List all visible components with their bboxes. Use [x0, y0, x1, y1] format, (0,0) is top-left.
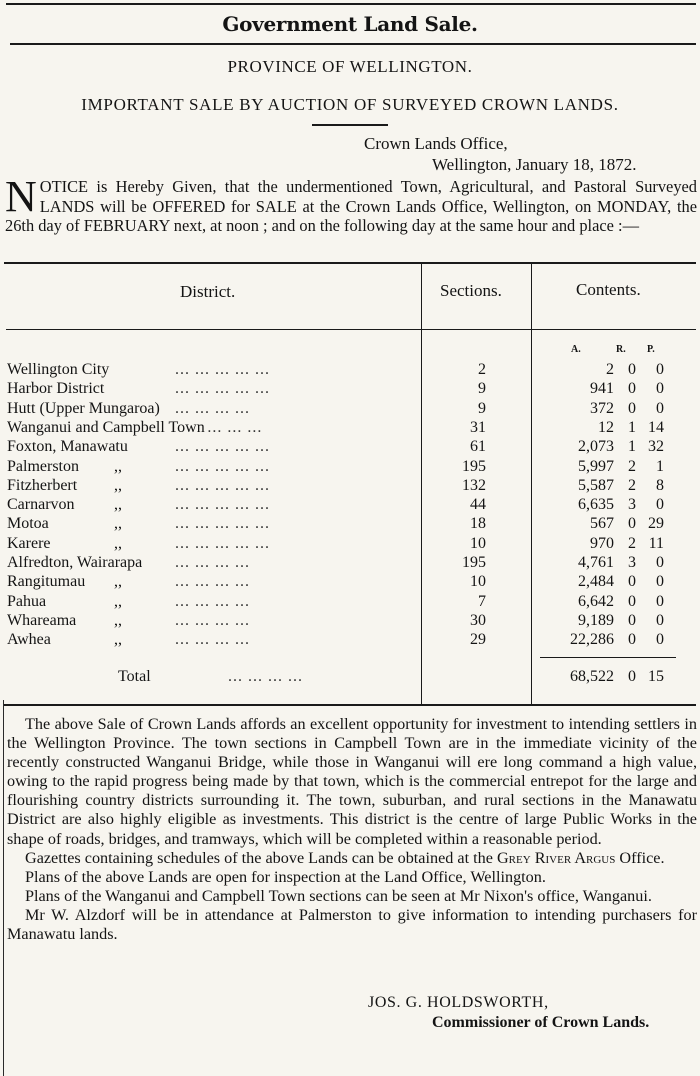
row-perches: 0	[656, 496, 664, 514]
row-sections: 31	[470, 418, 486, 436]
row-acres: 9,189	[578, 611, 614, 629]
row-leader-dots: ... ... ... ... ...	[175, 496, 270, 514]
newspaper-name: Grey River Argus	[496, 848, 616, 867]
row-acres: 941	[590, 380, 614, 398]
unit-roods: R.	[616, 344, 626, 355]
row-perches: 1	[656, 457, 664, 475]
row-district: Pahua	[7, 592, 47, 610]
province-heading: PROVINCE OF WELLINGTON.	[227, 57, 473, 76]
row-district: Foxton, Manawatu	[7, 438, 128, 456]
table-row	[0, 553, 700, 572]
header-contents: Contents.	[576, 280, 641, 299]
row-acres: 2,484	[578, 573, 614, 591]
row-leader-dots: ... ... ... ... ...	[175, 361, 270, 378]
row-perches: 0	[656, 399, 664, 417]
total-perches: 15	[648, 668, 664, 685]
table-row	[0, 476, 700, 495]
notice-dropcap: N	[5, 172, 37, 221]
row-perches: 14	[648, 418, 664, 436]
header-sections: Sections.	[440, 281, 502, 300]
signatory-title: Commissioner of Crown Lands.	[432, 1014, 650, 1031]
row-ditto-mark: ,,	[114, 631, 122, 649]
row-acres: 567	[590, 515, 614, 533]
row-district: Wanganui and Campbell Town	[7, 418, 205, 436]
office-date: Wellington, January 18, 1872.	[432, 155, 637, 174]
row-roods: 0	[628, 361, 636, 378]
sale-subtitle: IMPORTANT SALE BY AUCTION OF SURVEYED CROWN LANDS.	[81, 95, 619, 114]
table-row	[0, 611, 700, 630]
row-acres: 5,997	[578, 457, 614, 475]
table-row	[0, 457, 700, 476]
row-leader-dots: ... ... ... ...	[175, 592, 250, 610]
row-acres: 6,635	[578, 496, 614, 514]
total-dots: ... ... ... ...	[228, 668, 303, 685]
row-acres: 970	[590, 534, 614, 552]
row-roods: 2	[628, 457, 636, 475]
row-leader-dots: ... ... ... ... ...	[175, 380, 270, 398]
row-roods: 0	[628, 573, 636, 591]
row-leader-dots: ... ... ... ...	[175, 631, 250, 649]
notice-text: OTICE is Hereby Given, that the undermentioned Town, Agricultural, and Pastoral Surveyed LANDS will be OFFERED for SALE at the Crown Lands Office, Wellington, on MONDAY, the 26th day of FEBRUARY next, at noon ; and on the following day at the same hour and place :—	[5, 177, 697, 235]
title-rule	[10, 43, 696, 45]
table-row	[0, 572, 700, 591]
row-acres: 22,286	[570, 631, 614, 649]
row-ditto-mark: ,,	[114, 496, 122, 514]
row-acres: 4,761	[578, 554, 614, 571]
row-ditto-mark: ,,	[114, 457, 122, 475]
office-name: Crown Lands Office,	[364, 134, 508, 153]
signatory-name: JOS. G. HOLDSWORTH,	[368, 994, 549, 1011]
row-perches: 0	[656, 592, 664, 610]
row-roods: 0	[628, 399, 636, 417]
left-column-border	[3, 700, 4, 1076]
table-row	[0, 630, 700, 649]
row-sections: 10	[470, 573, 486, 591]
row-perches: 0	[656, 611, 664, 629]
plans-wanganui-paragraph: Plans of the Wanganui and Campbell Town sections can be seen at Mr Nixon's office, Wanganui.	[25, 886, 652, 905]
plans-wellington-paragraph: Plans of the above Lands are open for inspection at the Land Office, Wellington.	[25, 867, 546, 886]
row-acres: 12	[598, 418, 614, 436]
table-row	[0, 495, 700, 514]
row-roods: 0	[628, 515, 636, 533]
gazettes-paragraph	[7, 849, 697, 868]
row-ditto-mark: ,,	[114, 515, 122, 533]
table-row	[0, 534, 700, 553]
row-perches: 0	[656, 380, 664, 398]
row-district: Palmerston	[7, 457, 79, 475]
row-roods: 0	[628, 631, 636, 649]
gazettes-office: Office.	[619, 848, 665, 867]
row-sections: 29	[470, 631, 486, 649]
row-sections: 9	[478, 380, 486, 398]
row-ditto-mark: ,,	[114, 476, 122, 494]
row-perches: 11	[648, 534, 664, 552]
total-roods: 0	[628, 668, 636, 685]
table-row	[0, 399, 700, 418]
gazettes-text: Gazettes containing schedules of the above Lands can be obtained at the	[25, 848, 493, 867]
row-sections: 18	[470, 515, 486, 533]
investment-paragraph: The above Sale of Crown Lands affords an excellent opportunity for investment to intending settlers in the Wellington Province. The town sections in Campbell Town are in the immediate vicinity of the recently constructed Wanganui Bridge, while those in Wanganui will ere long command a high value, owing to the rapid progress being made by that town, which is the commercial entrepot for the large and flourishing country districts surrounding it. The town, suburban, and rural sections in the Manawatu District are also highly eligible as investments. This district is the centre of large Public Works in the shape of roads, bridges, and tramways, which will be completed within a reasonable period.	[7, 715, 697, 848]
row-district: Rangitumau	[7, 573, 86, 591]
row-roods: 1	[628, 418, 636, 436]
row-district: Hutt (Upper Mungaroa)	[7, 399, 160, 417]
row-leader-dots: ... ... ... ... ...	[175, 515, 270, 533]
row-acres: 372	[590, 399, 614, 417]
top-rule	[6, 3, 696, 5]
row-roods: 0	[628, 380, 636, 398]
row-perches: 0	[656, 554, 664, 571]
row-ditto-mark: ,,	[114, 611, 122, 629]
row-district: Motoa	[7, 515, 49, 533]
row-acres: 5,587	[578, 476, 614, 494]
row-sections: 2	[478, 361, 486, 378]
row-district: Awhea	[7, 631, 51, 649]
row-sections: 61	[470, 438, 486, 456]
table-row	[0, 514, 700, 533]
row-roods: 1	[628, 438, 636, 456]
row-district: Whareama	[7, 611, 77, 629]
row-perches: 29	[648, 515, 664, 533]
row-leader-dots: ... ... ... ... ...	[175, 438, 270, 456]
row-sections: 195	[462, 457, 486, 475]
row-perches: 0	[656, 361, 664, 378]
row-district: Carnarvon	[7, 496, 75, 514]
total-rule	[540, 657, 676, 658]
row-roods: 0	[628, 611, 636, 629]
table-row	[0, 437, 700, 456]
table-top-rule	[4, 262, 696, 264]
table-row	[0, 418, 700, 437]
table-header-rule	[6, 329, 696, 330]
row-roods: 2	[628, 534, 636, 552]
subtitle-short-rule	[312, 124, 388, 126]
total-acres: 68,522	[570, 668, 614, 685]
row-sections: 10	[470, 534, 486, 552]
row-sections: 132	[462, 476, 486, 494]
palmerston-paragraph: Mr W. Alzdorf will be in attendance at Palmerston to give information to intending purchasers for Manawatu lands.	[7, 905, 697, 944]
row-acres: 2	[606, 361, 614, 378]
row-acres: 2,073	[578, 438, 614, 456]
row-roods: 3	[628, 554, 636, 571]
row-ditto-mark: ,,	[114, 534, 122, 552]
row-leader-dots: ... ... ... ...	[175, 399, 250, 417]
row-sections: 195	[462, 554, 486, 571]
row-leader-dots: ... ... ...	[207, 418, 263, 436]
total-row	[0, 667, 700, 686]
row-district: Karere	[7, 534, 51, 552]
notice-paragraph	[5, 172, 697, 236]
total-label: Total	[118, 668, 151, 685]
row-district: Fitzherbert	[7, 476, 78, 494]
row-sections: 44	[470, 496, 486, 514]
row-leader-dots: ... ... ... ...	[175, 573, 250, 591]
row-leader-dots: ... ... ... ... ...	[175, 476, 270, 494]
row-acres: 6,642	[578, 592, 614, 610]
body-text	[7, 715, 697, 944]
row-perches: 0	[656, 631, 664, 649]
table-bottom-rule	[4, 704, 696, 706]
row-leader-dots: ... ... ... ... ...	[175, 457, 270, 475]
table-row	[0, 592, 700, 611]
row-perches: 0	[656, 573, 664, 591]
unit-acres: A.	[571, 344, 581, 355]
row-leader-dots: ... ... ... ...	[175, 611, 250, 629]
row-roods: 0	[628, 592, 636, 610]
row-district: Wellington City	[7, 361, 110, 378]
row-roods: 3	[628, 496, 636, 514]
row-district: Alfredton, Wairarapa	[7, 554, 143, 571]
header-district: District.	[180, 282, 236, 301]
row-perches: 8	[656, 476, 664, 494]
row-sections: 30	[470, 611, 486, 629]
row-ditto-mark: ,,	[114, 592, 122, 610]
row-district: Harbor District	[7, 380, 105, 398]
row-ditto-mark: ,,	[114, 573, 122, 591]
page-title: Government Land Sale.	[222, 12, 478, 36]
row-roods: 2	[628, 476, 636, 494]
row-sections: 9	[478, 399, 486, 417]
row-perches: 32	[648, 438, 664, 456]
unit-perches: P.	[647, 344, 655, 355]
table-row	[0, 360, 700, 379]
table-row	[0, 379, 700, 398]
row-leader-dots: ... ... ... ...	[175, 554, 250, 571]
row-sections: 7	[478, 592, 486, 610]
row-leader-dots: ... ... ... ... ...	[175, 534, 270, 552]
